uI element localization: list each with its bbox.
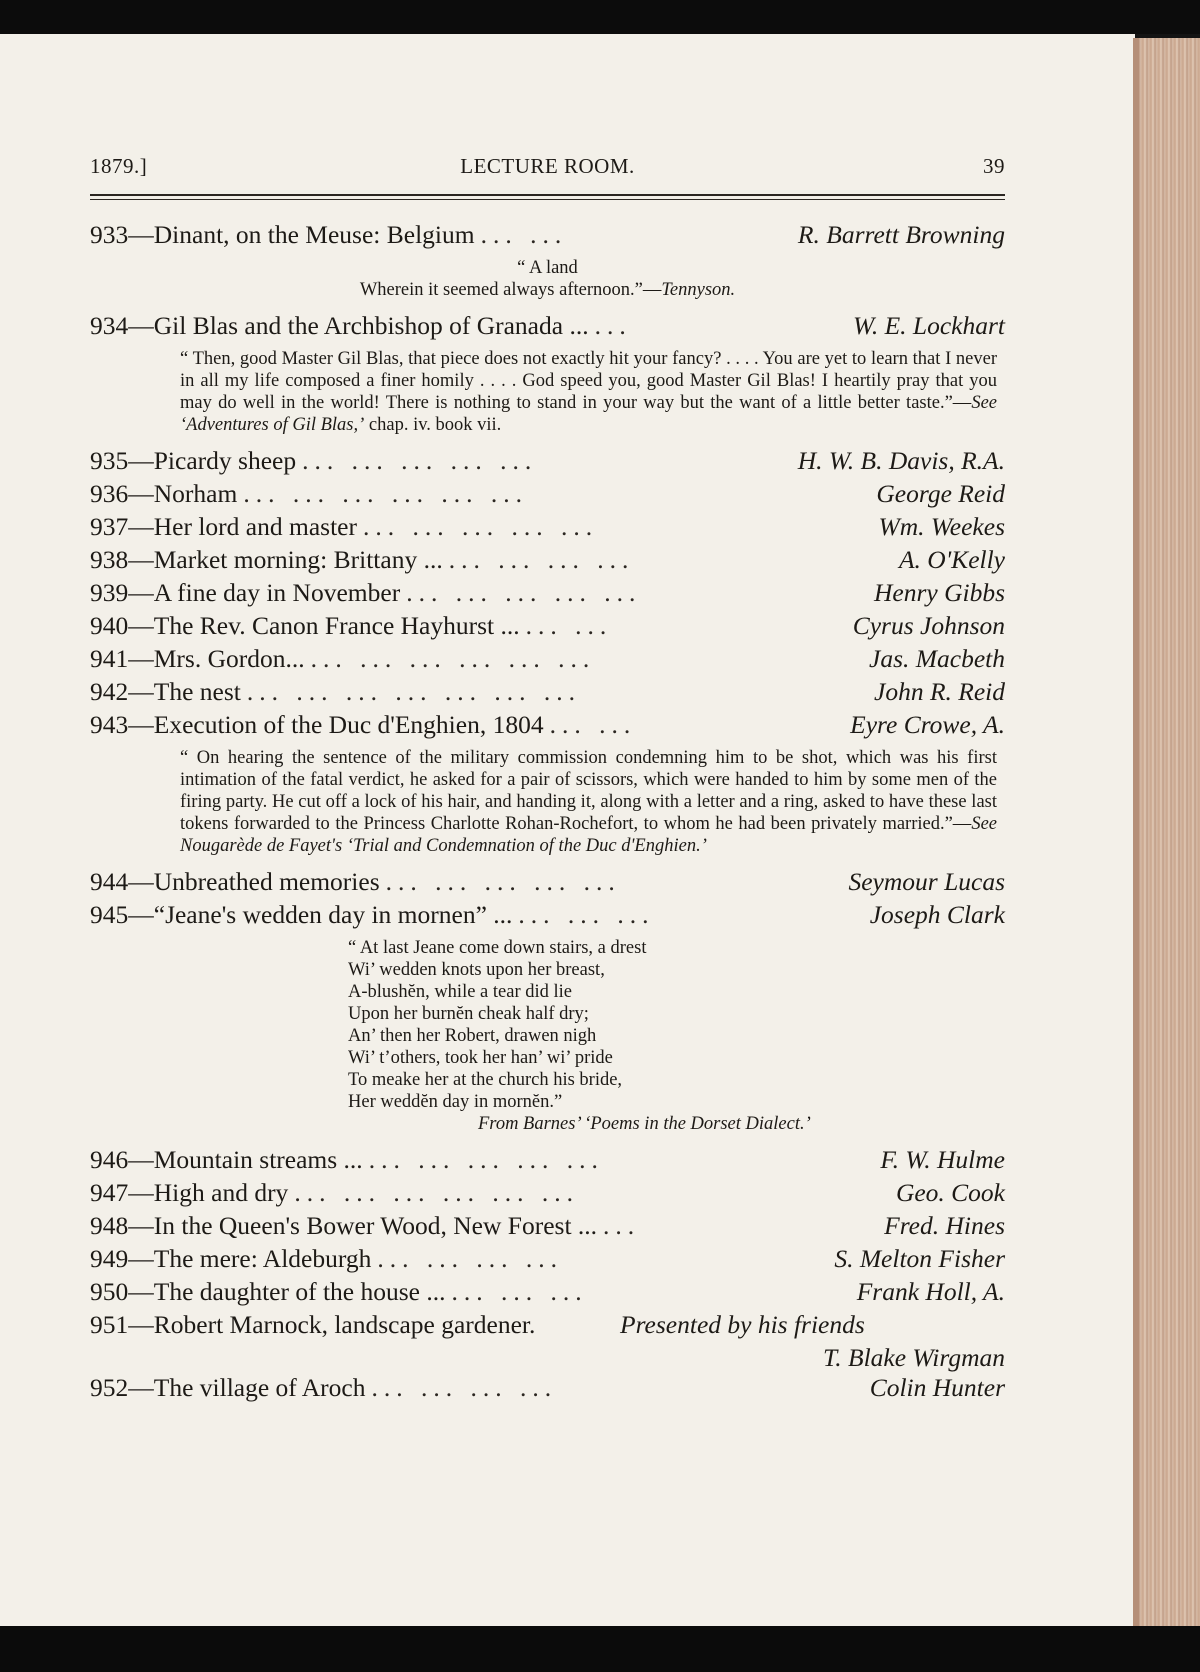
dot-leader: ... ... ... ...	[448, 545, 635, 574]
poem-attribution: From Barnes’ ‘Poems in the Dorset Dialect.’	[478, 1114, 811, 1134]
entry-title: Mountain streams ...	[153, 1145, 363, 1174]
dot-leader: ... ... ... ... ...	[302, 446, 538, 475]
entry-artist: Cyrus Johnson	[852, 611, 1005, 640]
dot-leader: ... ... ...	[518, 900, 655, 929]
entry-title: Her lord and master	[153, 512, 357, 541]
catalogue-entry	[90, 677, 1005, 710]
header-rule	[90, 194, 1005, 196]
dot-leader: ... ... ... ...	[377, 1244, 564, 1273]
entry-title: Norham	[153, 479, 238, 508]
entry-number: 949—	[90, 1244, 154, 1273]
running-head-year: 1879.]	[90, 154, 148, 178]
entry-quote	[180, 747, 997, 857]
poem-line: Wi’ t’others, took her han’ wi’ pride	[348, 1048, 613, 1068]
entry-artist: Fred. Hines	[884, 1211, 1005, 1240]
catalogue-entry	[90, 644, 1005, 677]
catalogue-entry-artist-row	[90, 1343, 1005, 1373]
entry-artist: Jas. Macbeth	[869, 644, 1005, 673]
entry-poem	[348, 937, 1005, 1135]
entry-artist: Frank Holl, A.	[856, 1277, 1005, 1306]
dot-leader: ... ...	[525, 611, 613, 640]
page-number: 39	[983, 154, 1005, 178]
dot-leader: ... ... ... ... ...	[362, 512, 599, 541]
poem-line: Upon her burnĕn cheak half dry;	[348, 1004, 589, 1024]
catalogue-entry	[90, 446, 1005, 479]
quote-text: “ Then, good Master Gil Blas, that piece does not exactly hit your fancy? . . . . You are yet to learn that I never in all my life composed a finer homily . . . . God speed you, good Master Gil Blas! I heartily pray that you may do well in the world! There is nothing to stand in your way but the want of a little better taste.”—	[180, 349, 997, 413]
entry-quote	[180, 348, 997, 436]
catalogue-entry	[90, 611, 1005, 644]
entry-title: The village of Aroch	[153, 1373, 366, 1402]
quote-source-tail: chap. iv. book vii.	[364, 415, 502, 435]
dot-leader: ...	[594, 311, 632, 340]
entry-title: Picardy sheep	[153, 446, 297, 475]
catalogue-entry	[90, 1277, 1005, 1310]
entry-title: Dinant, on the Meuse: Belgium	[153, 220, 475, 249]
page-content	[90, 114, 1005, 1402]
catalogue-entry	[90, 1244, 1005, 1277]
entry-title: In the Queen's Bower Wood, New Forest ...	[153, 1211, 598, 1240]
entry-number: 950—	[90, 1277, 154, 1306]
running-head-title: LECTURE ROOM.	[460, 154, 635, 178]
dot-leader: ... ... ... ... ...	[406, 578, 642, 607]
dot-leader: ... ... ... ... ...	[385, 867, 621, 896]
entry-title: 951—Robert Marnock, landscape gardener.	[90, 1310, 536, 1339]
dot-leader: ... ... ... ...	[371, 1373, 558, 1402]
entry-number: 935—	[90, 446, 154, 475]
catalogue-entry	[90, 710, 1005, 743]
poem-line: Her weddĕn day in mornĕn.”	[348, 1092, 563, 1112]
entry-artist: H. W. B. Davis, R.A.	[797, 446, 1005, 475]
dot-leader: ... ...	[549, 710, 637, 739]
dot-leader: ... ... ... ... ... ...	[243, 479, 528, 508]
entry-number: 936—	[90, 479, 154, 508]
entry-number: 943—	[90, 710, 154, 739]
scan-bottom-border	[0, 1626, 1200, 1672]
entry-artist: Joseph Clark	[869, 900, 1005, 929]
quote-line: “ A land	[517, 258, 578, 278]
entry-artist: S. Melton Fisher	[834, 1244, 1005, 1273]
entry-title: The mere: Aldeburgh	[153, 1244, 372, 1273]
entry-artist: A. O'Kelly	[898, 545, 1005, 574]
dot-leader: ... ...	[480, 220, 568, 249]
entry-title: A fine day in November	[153, 578, 401, 607]
entry-title: Unbreathed memories	[153, 867, 380, 896]
entry-number: 945—	[90, 900, 154, 929]
dot-leader: ... ... ... ... ... ... ...	[246, 677, 581, 706]
book-page	[0, 34, 1135, 1628]
entry-artist: Wm. Weekes	[878, 512, 1005, 541]
catalogue-entry	[90, 1373, 1005, 1406]
entry-number: 933—	[90, 220, 154, 249]
poem-line: To meake her at the church his bride,	[348, 1070, 623, 1090]
catalogue-entry	[90, 545, 1005, 578]
entry-artist: Eyre Crowe, A.	[850, 710, 1005, 739]
dot-leader: ... ... ... ... ... ...	[310, 644, 596, 673]
entry-number: 944—	[90, 867, 154, 896]
entry-number: 952—	[90, 1373, 154, 1402]
entry-quote	[90, 257, 1005, 301]
entry-presented-note: Presented by his friends	[620, 1310, 865, 1339]
entry-artist: Geo. Cook	[895, 1178, 1005, 1207]
catalogue-entry	[90, 578, 1005, 611]
entry-number: 941—	[90, 644, 154, 673]
entry-artist: F. W. Hulme	[880, 1145, 1005, 1174]
catalogue-entry	[90, 311, 1005, 344]
entry-number: 948—	[90, 1211, 154, 1240]
catalogue-entry	[90, 1145, 1005, 1178]
quote-text: “ On hearing the sentence of the military commission condemning him to be shot, which was his first intimation of the fatal verdict, he asked for a pair of scissors, which were handed to him by some men of the firing party. He cut off a lock of his hair, and handing it, along with a letter and a ring, asked to have these last tokens forwarded to the Princess Charlotte Rohan-Rochefort, to whom he had been privately married.”—	[180, 748, 997, 834]
entry-number: 942—	[90, 677, 154, 706]
catalogue-entry	[90, 1211, 1005, 1244]
catalogue-entry	[90, 900, 1005, 933]
entry-number: 934—	[90, 311, 154, 340]
entry-artist: W. E. Lockhart	[852, 311, 1005, 340]
dot-leader: ... ... ... ... ...	[368, 1145, 604, 1174]
poem-line: “ At last Jeane come down stairs, a drest	[348, 938, 647, 958]
entry-artist: Seymour Lucas	[848, 867, 1005, 896]
poem-line: A-blushĕn, while a tear did lie	[348, 982, 572, 1002]
entry-number: 939—	[90, 578, 154, 607]
dot-leader: ... ... ...	[451, 1277, 588, 1306]
entry-title: Execution of the Duc d'Enghien, 1804	[153, 710, 544, 739]
entry-title: The nest	[153, 677, 241, 706]
entry-artist: Colin Hunter	[869, 1373, 1005, 1402]
entry-title: Market morning: Brittany ...	[153, 545, 443, 574]
catalogue-entry	[90, 479, 1005, 512]
catalogue-entry	[90, 1310, 1005, 1343]
entry-title: High and dry	[153, 1178, 289, 1207]
entry-title: The Rev. Canon France Hayhurst ...	[153, 611, 520, 640]
entry-title: Mrs. Gordon...	[153, 644, 305, 673]
dot-leader: ...	[603, 1211, 641, 1240]
quote-author: Tennyson.	[661, 280, 736, 300]
catalogue-entry	[90, 1178, 1005, 1211]
entry-number: 940—	[90, 611, 154, 640]
quote-line: Wherein it seemed always afternoon.”—Tennyson.	[359, 280, 736, 300]
scan-top-border	[0, 0, 1200, 34]
catalogue-list	[90, 220, 1005, 1406]
entry-title: The daughter of the house ...	[153, 1277, 446, 1306]
entry-number: 938—	[90, 545, 154, 574]
dot-leader: ... ... ... ... ... ...	[294, 1178, 579, 1207]
poem-line: Wi’ wedden knots upon her breast,	[348, 960, 605, 980]
entry-artist: T. Blake Wirgman	[822, 1343, 1005, 1372]
entry-title: Gil Blas and the Archbishop of Granada ...	[153, 311, 589, 340]
header-rule-thin	[90, 199, 1005, 200]
running-head	[90, 114, 1005, 178]
catalogue-entry	[90, 512, 1005, 545]
entry-artist: Henry Gibbs	[873, 578, 1005, 607]
quote-source: See Nougarède de Fayet's ‘Trial and Condemnation of the Duc d'Enghien.’	[180, 814, 997, 856]
catalogue-entry	[90, 220, 1005, 253]
entry-title: “Jeane's wedden day in mornen” ...	[153, 900, 513, 929]
page-stack-edge	[1133, 38, 1200, 1628]
entry-artist: R. Barrett Browning	[797, 220, 1005, 249]
entry-number: 946—	[90, 1145, 154, 1174]
entry-number: 937—	[90, 512, 154, 541]
poem-line: An’ then her Robert, drawen nigh	[348, 1026, 597, 1046]
quote-source: See ‘Adventures of Gil Blas,’	[180, 393, 997, 435]
entry-number: 947—	[90, 1178, 154, 1207]
catalogue-entry	[90, 867, 1005, 900]
entry-artist: John R. Reid	[874, 677, 1005, 706]
entry-artist: George Reid	[876, 479, 1005, 508]
